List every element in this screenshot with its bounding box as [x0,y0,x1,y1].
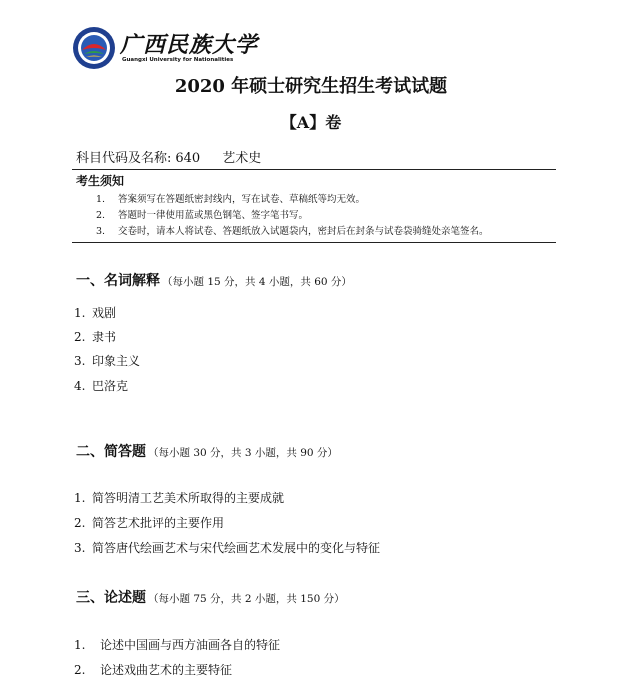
subject-label: 科目代码及名称: [76,151,172,166]
question-number: 1. [74,491,86,505]
question-number: 1. [74,638,86,652]
question-number: 1. [74,306,86,320]
subject-code: 640 [175,151,201,166]
section-title: 二、简答题 [76,444,146,460]
notice-title: 考生须知 [76,174,125,188]
page-title: 2020 年硕士研究生招生考试试题 [174,76,448,97]
notice-item-number: 3. [96,226,106,237]
question-item [74,514,224,531]
university-emblem-icon [72,26,116,70]
logo-english-text: Guangxi University for Nationalities [122,57,234,63]
section-title: 三、论述题 [76,590,146,606]
notice-item [96,207,308,221]
section-heading [76,270,352,290]
notice-item [96,223,489,237]
divider-top [72,169,556,170]
question-text: 简答明清工艺美术所取得的主要成就 [92,491,285,505]
section-heading [76,441,338,461]
question-text: 巴洛克 [92,379,129,393]
question-item [74,489,284,506]
question-number: 2. [74,663,86,677]
subject-line [76,147,261,166]
section-title: 一、名词解释 [76,273,160,289]
notice-item-text: 交卷时，请本人将试卷、答题纸放入试题袋内，密封后在封条与试卷袋骑缝处亲笔签名。 [118,226,489,237]
question-item [74,328,116,345]
paper-label: 【A】卷 [280,113,342,132]
subject-name: 艺术史 [222,151,262,166]
question-text: 印象主义 [92,354,141,368]
logo-chinese-text: 广西民族大学 [120,32,259,58]
question-number: 3. [74,354,86,368]
question-number: 3. [74,541,86,555]
question-text: 论述戏曲艺术的主要特征 [100,663,233,677]
section-scoring-note: （每小题 15 分，共 4 小题，共 60 分） [162,276,352,288]
question-item [74,352,140,369]
question-item [74,539,380,556]
question-text: 戏剧 [92,306,117,320]
question-number: 2. [74,330,86,344]
question-item [74,304,116,321]
question-text: 简答艺术批评的主要作用 [92,516,225,530]
question-number: 4. [74,379,86,393]
notice-item-number: 1. [96,194,106,205]
divider-bottom [72,242,556,243]
section-scoring-note: （每小题 75 分，共 2 小题，共 150 分） [148,593,345,605]
section-heading [76,587,345,607]
university-logo [72,26,259,74]
notice-item [96,191,365,205]
question-text: 隶书 [92,330,117,344]
question-item [74,377,128,394]
question-text: 论述中国画与西方油画各自的特征 [100,638,281,652]
question-item [74,661,232,678]
question-item [74,636,280,653]
question-number: 2. [74,516,86,530]
notice-item-number: 2. [96,210,106,221]
question-text: 简答唐代绘画艺术与宋代绘画艺术发展中的变化与特征 [92,541,381,555]
notice-item-text: 答案须写在答题纸密封线内，写在试卷、草稿纸等均无效。 [118,194,366,205]
notice-item-text: 答题时一律使用蓝或黑色钢笔、签字笔书写。 [118,210,309,221]
section-scoring-note: （每小题 30 分，共 3 小题，共 90 分） [148,447,338,459]
